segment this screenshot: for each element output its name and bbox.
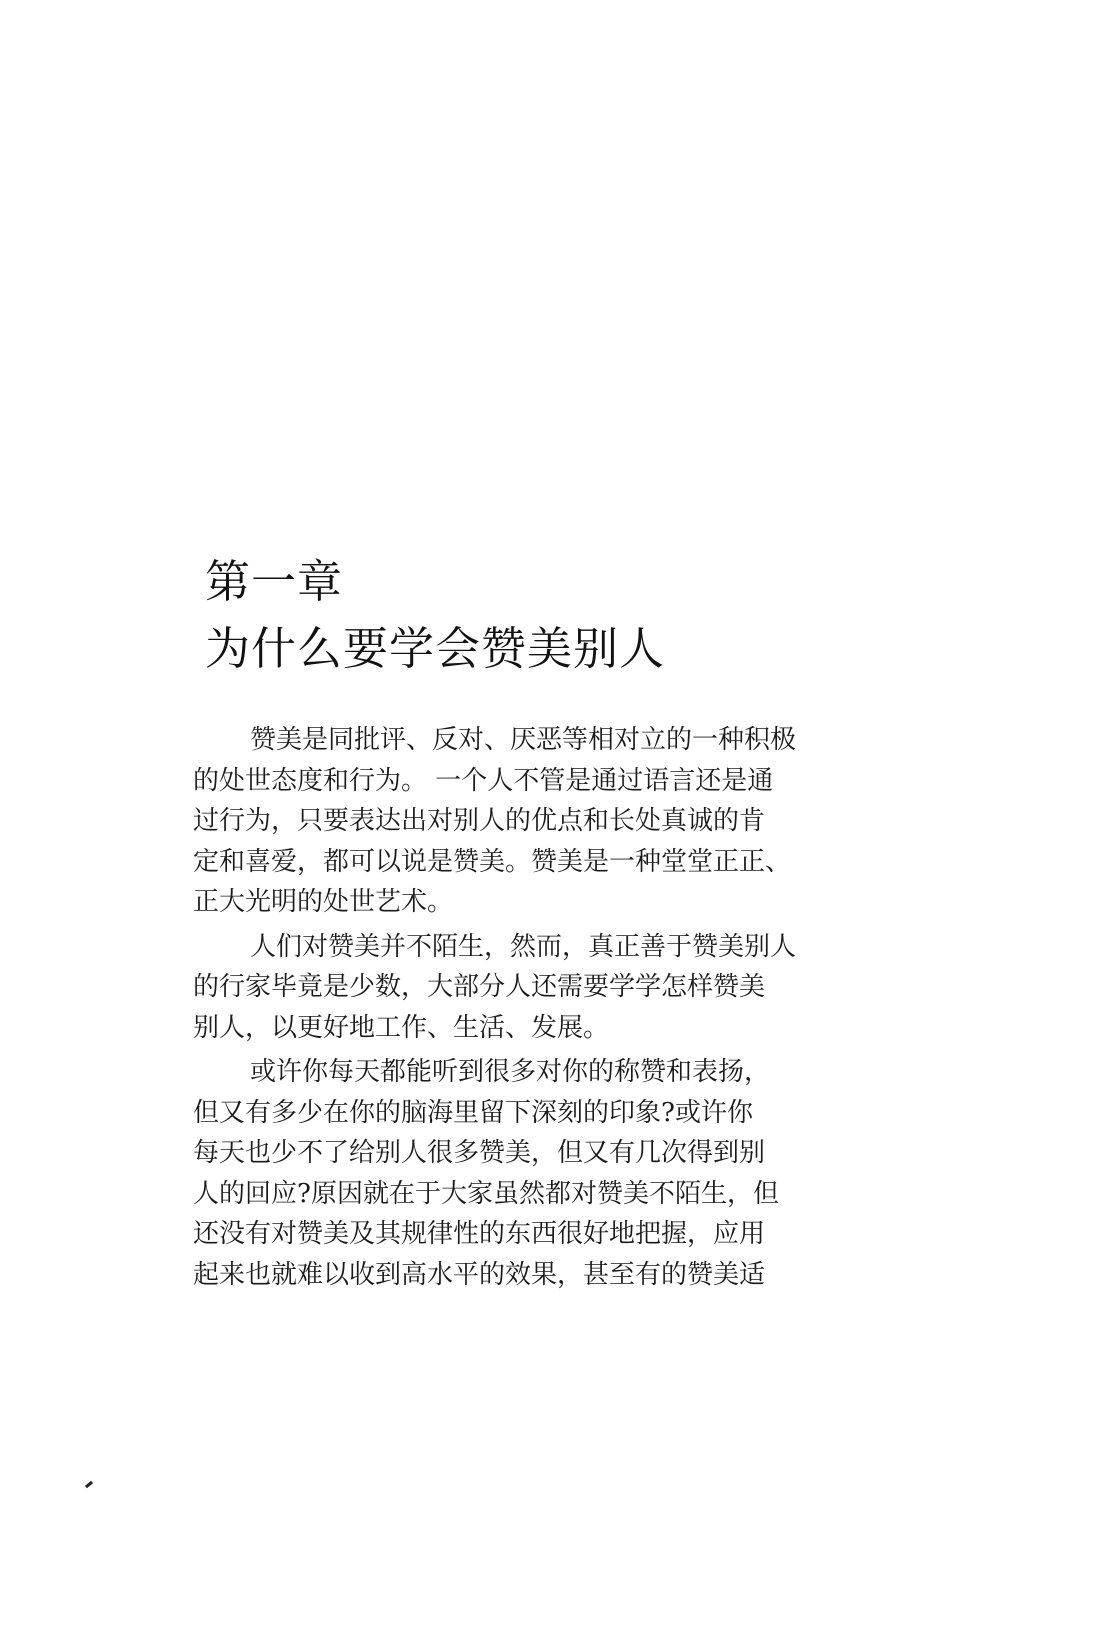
- chapter-number: 第一章: [205, 555, 344, 608]
- text-line: 人们对赞美并不陌生，然而，真正善于赞美别人: [250, 931, 797, 962]
- text-line: 人的回应?原因就在于大家虽然都对赞美不陌生，但: [193, 1178, 779, 1209]
- text-line: 的处世态度和行为。 一个人不管是通过语言还是通: [193, 765, 774, 796]
- body-text: [193, 720, 829, 1299]
- text-line: 还没有对赞美及其规律性的东西很好地把握，应用: [193, 1219, 766, 1249]
- chapter-heading: [205, 548, 665, 682]
- paragraph: [193, 927, 829, 1049]
- text-line: 或许你每天都能听到很多对你的称赞和表扬，: [250, 1057, 771, 1087]
- text-line: 过行为，只要表达出对别人的优点和长处真诚的肯: [193, 806, 766, 836]
- text-line: 但又有多少在你的脑海里留下深刻的印象?或许你: [193, 1097, 753, 1128]
- text-line: 正大光明的处世艺术。: [193, 887, 454, 917]
- chapter-title: 为什么要学会赞美别人: [205, 622, 666, 675]
- text-line: 别人，以更好地工作、生活、发展。: [193, 1012, 610, 1043]
- paragraph: [193, 1052, 829, 1295]
- text-line: 的行家毕竟是少数，大部分人还需要学学怎样赞美: [193, 972, 766, 1002]
- text-line: 每天也少不了给别人很多赞美，但又有几次得到别: [193, 1138, 766, 1168]
- paragraph: [193, 720, 829, 923]
- text-line: 起来也就难以收到高水平的效果，甚至有的赞美适: [193, 1259, 766, 1290]
- scan-mark: [85, 1481, 93, 1488]
- text-line: 定和喜爱，都可以说是赞美。赞美是一种堂堂正正、: [193, 846, 792, 877]
- text-line: 赞美是同批评、反对、厌恶等相对立的一种积极: [250, 725, 797, 755]
